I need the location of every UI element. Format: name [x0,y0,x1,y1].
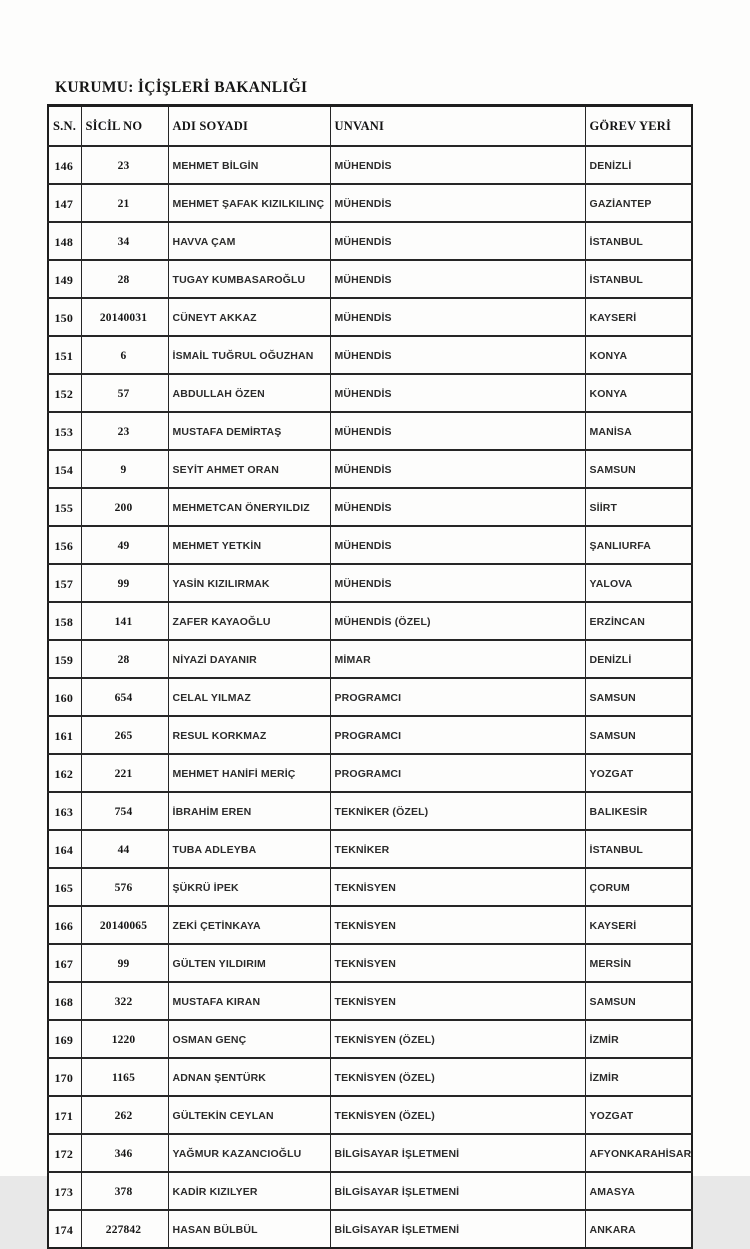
cell-sn: 155 [48,488,81,526]
cell-adi-soyadi: YASİN KIZILIRMAK [168,564,330,602]
cell-gorev-yeri: SAMSUN [585,678,692,716]
cell-gorev-yeri: İSTANBUL [585,260,692,298]
cell-adi-soyadi: NİYAZİ DAYANIR [168,640,330,678]
cell-adi-soyadi: ZEKİ ÇETİNKAYA [168,906,330,944]
cell-gorev-yeri: ERZİNCAN [585,602,692,640]
cell-sn: 159 [48,640,81,678]
cell-sicil-no: 141 [81,602,168,640]
cell-sn: 154 [48,450,81,488]
cell-unvani: TEKNİSYEN [330,944,585,982]
cell-sicil-no: 21 [81,184,168,222]
cell-gorev-yeri: MERSİN [585,944,692,982]
table-row [48,1096,692,1134]
cell-adi-soyadi: HASAN BÜLBÜL [168,1210,330,1248]
cell-adi-soyadi: GÜLTEKİN CEYLAN [168,1096,330,1134]
cell-sicil-no: 20140065 [81,906,168,944]
cell-sicil-no: 9 [81,450,168,488]
cell-gorev-yeri: SAMSUN [585,450,692,488]
cell-unvani: MİMAR [330,640,585,678]
cell-unvani: MÜHENDİS [330,450,585,488]
cell-adi-soyadi: MEHMETCAN ÖNERYILDIZ [168,488,330,526]
cell-gorev-yeri: DENİZLİ [585,640,692,678]
table-row [48,336,692,374]
cell-adi-soyadi: GÜLTEN YILDIRIM [168,944,330,982]
table-row [48,488,692,526]
cell-gorev-yeri: İSTANBUL [585,830,692,868]
column-header-unvani: UNVANI [330,106,585,147]
cell-sn: 166 [48,906,81,944]
cell-unvani: MÜHENDİS [330,260,585,298]
cell-unvani: TEKNİSYEN [330,868,585,906]
column-header-sn: S.N. [48,106,81,147]
cell-sicil-no: 23 [81,146,168,184]
cell-sicil-no: 576 [81,868,168,906]
table-row [48,526,692,564]
table-row [48,374,692,412]
cell-sn: 170 [48,1058,81,1096]
cell-unvani: MÜHENDİS [330,488,585,526]
cell-sicil-no: 654 [81,678,168,716]
cell-sn: 168 [48,982,81,1020]
cell-sn: 160 [48,678,81,716]
cell-unvani: TEKNİKER (ÖZEL) [330,792,585,830]
cell-sicil-no: 20140031 [81,298,168,336]
cell-unvani: TEKNİKER [330,830,585,868]
cell-sn: 147 [48,184,81,222]
table-header [48,106,692,147]
cell-sn: 171 [48,1096,81,1134]
cell-unvani: TEKNİSYEN [330,906,585,944]
cell-sn: 156 [48,526,81,564]
cell-sicil-no: 262 [81,1096,168,1134]
cell-adi-soyadi: MEHMET ŞAFAK KIZILKILINÇ [168,184,330,222]
cell-sicil-no: 200 [81,488,168,526]
table-row [48,944,692,982]
cell-adi-soyadi: CÜNEYT AKKAZ [168,298,330,336]
cell-sicil-no: 221 [81,754,168,792]
table-body [48,146,692,1248]
cell-unvani: MÜHENDİS [330,184,585,222]
cell-gorev-yeri: SAMSUN [585,716,692,754]
cell-gorev-yeri: İZMİR [585,1020,692,1058]
cell-gorev-yeri: YOZGAT [585,1096,692,1134]
cell-adi-soyadi: ŞÜKRÜ İPEK [168,868,330,906]
cell-unvani: TEKNİSYEN (ÖZEL) [330,1058,585,1096]
cell-sicil-no: 754 [81,792,168,830]
cell-adi-soyadi: CELAL YILMAZ [168,678,330,716]
table-row [48,1134,692,1172]
cell-sicil-no: 378 [81,1172,168,1210]
cell-unvani: PROGRAMCI [330,716,585,754]
cell-gorev-yeri: SAMSUN [585,982,692,1020]
cell-unvani: MÜHENDİS (ÖZEL) [330,602,585,640]
cell-gorev-yeri: MANİSA [585,412,692,450]
cell-sn: 165 [48,868,81,906]
cell-sicil-no: 227842 [81,1210,168,1248]
cell-gorev-yeri: BALIKESİR [585,792,692,830]
cell-sn: 150 [48,298,81,336]
cell-adi-soyadi: MEHMET HANİFİ MERİÇ [168,754,330,792]
cell-sn: 162 [48,754,81,792]
table-row [48,1172,692,1210]
cell-sn: 152 [48,374,81,412]
cell-sicil-no: 23 [81,412,168,450]
table-row [48,716,692,754]
cell-gorev-yeri: ANKARA [585,1210,692,1248]
cell-sicil-no: 99 [81,564,168,602]
table-row [48,754,692,792]
cell-adi-soyadi: ZAFER KAYAOĞLU [168,602,330,640]
cell-adi-soyadi: İBRAHİM EREN [168,792,330,830]
cell-sn: 173 [48,1172,81,1210]
cell-gorev-yeri: AFYONKARAHİSAR [585,1134,692,1172]
cell-sicil-no: 34 [81,222,168,260]
document-title: KURUMU: İÇİŞLERİ BAKANLIĞI [55,79,308,96]
table-row [48,298,692,336]
cell-adi-soyadi: HAVVA ÇAM [168,222,330,260]
cell-adi-soyadi: TUGAY KUMBASAROĞLU [168,260,330,298]
cell-unvani: MÜHENDİS [330,374,585,412]
column-header-sicil-no: SİCİL NO [81,106,168,147]
cell-sn: 158 [48,602,81,640]
cell-gorev-yeri: KAYSERİ [585,906,692,944]
cell-unvani: MÜHENDİS [330,336,585,374]
table-row [48,1020,692,1058]
cell-unvani: MÜHENDİS [330,298,585,336]
cell-unvani: MÜHENDİS [330,146,585,184]
cell-sn: 169 [48,1020,81,1058]
cell-sicil-no: 44 [81,830,168,868]
table-row [48,1210,692,1248]
table-row [48,640,692,678]
cell-gorev-yeri: GAZİANTEP [585,184,692,222]
cell-sicil-no: 6 [81,336,168,374]
table-row [48,184,692,222]
cell-sn: 148 [48,222,81,260]
cell-adi-soyadi: TUBA ADLEYBA [168,830,330,868]
cell-sicil-no: 1220 [81,1020,168,1058]
cell-sicil-no: 57 [81,374,168,412]
cell-sn: 151 [48,336,81,374]
cell-unvani: TEKNİSYEN (ÖZEL) [330,1020,585,1058]
column-header-adi-soyadi: ADI SOYADI [168,106,330,147]
cell-sicil-no: 322 [81,982,168,1020]
table-row [48,982,692,1020]
cell-gorev-yeri: İZMİR [585,1058,692,1096]
cell-sn: 153 [48,412,81,450]
cell-unvani: MÜHENDİS [330,526,585,564]
table-row [48,602,692,640]
cell-sn: 146 [48,146,81,184]
table-row [48,412,692,450]
cell-unvani: MÜHENDİS [330,222,585,260]
cell-sn: 161 [48,716,81,754]
table-header-row [48,106,692,147]
column-header-gorev-yeri: GÖREV YERİ [585,106,692,147]
cell-gorev-yeri: YOZGAT [585,754,692,792]
cell-sn: 174 [48,1210,81,1248]
cell-adi-soyadi: RESUL KORKMAZ [168,716,330,754]
cell-sicil-no: 28 [81,640,168,678]
table-row [48,678,692,716]
cell-unvani: TEKNİSYEN [330,982,585,1020]
table-row [48,906,692,944]
cell-unvani: PROGRAMCI [330,754,585,792]
table-row [48,830,692,868]
table-row [48,792,692,830]
cell-gorev-yeri: ŞANLIURFA [585,526,692,564]
cell-adi-soyadi: MUSTAFA DEMİRTAŞ [168,412,330,450]
cell-sicil-no: 28 [81,260,168,298]
cell-sicil-no: 265 [81,716,168,754]
cell-adi-soyadi: MEHMET BİLGİN [168,146,330,184]
cell-adi-soyadi: MUSTAFA KIRAN [168,982,330,1020]
cell-adi-soyadi: ADNAN ŞENTÜRK [168,1058,330,1096]
cell-sicil-no: 346 [81,1134,168,1172]
cell-adi-soyadi: MEHMET YETKİN [168,526,330,564]
table-row [48,146,692,184]
cell-adi-soyadi: SEYİT AHMET ORAN [168,450,330,488]
cell-adi-soyadi: İSMAİL TUĞRUL OĞUZHAN [168,336,330,374]
table-row [48,450,692,488]
cell-sicil-no: 1165 [81,1058,168,1096]
table-row [48,222,692,260]
table-row [48,1058,692,1096]
cell-sicil-no: 99 [81,944,168,982]
cell-unvani: BİLGİSAYAR İŞLETMENİ [330,1210,585,1248]
cell-gorev-yeri: KONYA [585,336,692,374]
table-row [48,260,692,298]
cell-adi-soyadi: OSMAN GENÇ [168,1020,330,1058]
cell-gorev-yeri: AMASYA [585,1172,692,1210]
table-row [48,868,692,906]
cell-unvani: TEKNİSYEN (ÖZEL) [330,1096,585,1134]
table-row [48,564,692,602]
cell-gorev-yeri: İSTANBUL [585,222,692,260]
cell-gorev-yeri: KONYA [585,374,692,412]
cell-unvani: PROGRAMCI [330,678,585,716]
cell-sn: 164 [48,830,81,868]
cell-gorev-yeri: YALOVA [585,564,692,602]
cell-unvani: BİLGİSAYAR İŞLETMENİ [330,1134,585,1172]
cell-gorev-yeri: KAYSERİ [585,298,692,336]
cell-sn: 157 [48,564,81,602]
cell-gorev-yeri: DENİZLİ [585,146,692,184]
cell-sn: 172 [48,1134,81,1172]
cell-sn: 149 [48,260,81,298]
cell-unvani: MÜHENDİS [330,412,585,450]
cell-adi-soyadi: YAĞMUR KAZANCIOĞLU [168,1134,330,1172]
cell-sicil-no: 49 [81,526,168,564]
cell-unvani: BİLGİSAYAR İŞLETMENİ [330,1172,585,1210]
cell-adi-soyadi: ABDULLAH ÖZEN [168,374,330,412]
personnel-table [47,104,693,1249]
cell-gorev-yeri: SİİRT [585,488,692,526]
cell-adi-soyadi: KADİR KIZILYER [168,1172,330,1210]
cell-gorev-yeri: ÇORUM [585,868,692,906]
cell-sn: 163 [48,792,81,830]
cell-unvani: MÜHENDİS [330,564,585,602]
cell-sn: 167 [48,944,81,982]
